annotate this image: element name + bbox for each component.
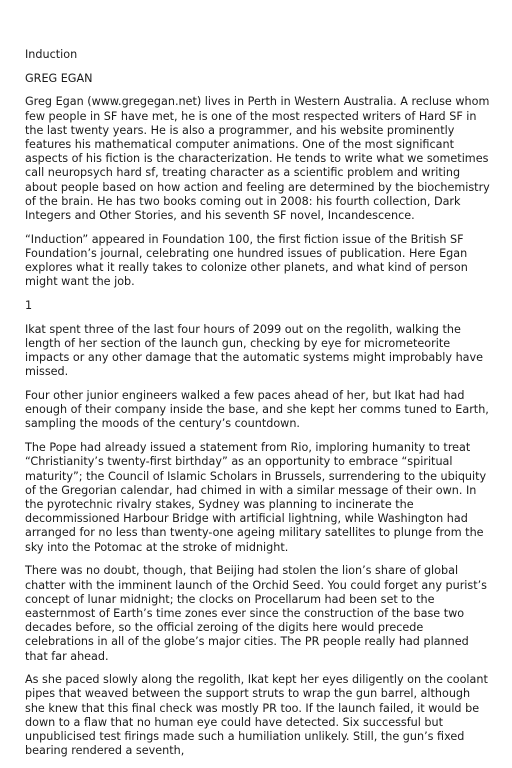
body-paragraph: As she paced slowly along the regolith, Ikat kept her eyes diligently on the coolant pipes that weaved between the support struts to wrap the gun barrel, although she knew that this final check was mostly PR too. If the launch failed, it would be down to a flaw that no human eye could have detected. Six successful but unpublicised test firings made such a humiliation unlikely. Still, the gun’s fixed bearing rendered a seventh, <box>25 673 488 758</box>
body-paragraph: Ikat spent three of the last four hours of 2099 out on the regolith, walking the length of her section of the launch gun, checking by eye for micrometeorite impacts or any other damage that the automatic systems might improbably have missed. <box>25 322 484 379</box>
intro-paragraph: Greg Egan (www.gregegan.net) lives in Perth in Western Australia. A recluse whom few people in SF have met, he is one of the most respected writers of Hard SF in the last twenty years. He is also a programmer, and his website prominently features his mathematical computer animations. One of the most significant aspects of his fiction is the characterization. He tends to write what we sometimes call neuropsych hard sf, treating character as a scientific problem and writing about people based on how action and feeling are determined by the biochemistry of the brain. He has two books coming out in 2008: his fourth collection, Dark Integers and Other Stories, and his seventh SF novel, Incandescence. <box>25 95 490 223</box>
body-paragraph: The Pope had already issued a statement from Rio, imploring humanity to treat “Christianity’s twenty-first birthday” as an opportunity to embrace “spiritual maturity”; the Council of Islamic Scholars in Brussels, surrendering to the ubiquity of the Gregorian calendar, had chimed in with a similar message of their own. In the pyrotechnic rivalry stakes, Sydney was planning to incinerate the decommissioned Harbour Bridge with artificial lightning, while Washington had arranged for no less than twenty-one ageing military satellites to plunge from the sky into the Potomac at the stroke of midnight. <box>25 441 487 554</box>
author-name: GREG EGAN <box>25 71 93 85</box>
document-page <box>25 48 491 768</box>
story-title: Induction <box>25 48 78 61</box>
intro-paragraph: “Induction” appeared in Foundation 100, the first fiction issue of the British SF Foundation’s journal, celebrating one hundred issues of publication. Here Egan explores what it really takes to colonize other planets, and what kind of person might want the job. <box>25 232 468 289</box>
section-number: 1 <box>25 299 33 313</box>
body-paragraph: There was no doubt, though, that Beijing had stolen the lion’s share of global chatter with the imminent launch of the Orchid Seed. You could forget any purist’s concept of lunar midnight; the clocks on Procellarum had been set to the easternmost of Earth’s time zones ever since the construction of the base two decades before, so the official zeroing of the digits here would precede celebrations in all of the globe’s major cities. The PR people really had planned that far ahead. <box>25 564 488 663</box>
body-paragraph: Four other junior engineers walked a few paces ahead of her, but Ikat had had enough of their company inside the base, and she kept her comms tuned to Earth, sampling the moods of the century’s countdown. <box>25 389 489 431</box>
